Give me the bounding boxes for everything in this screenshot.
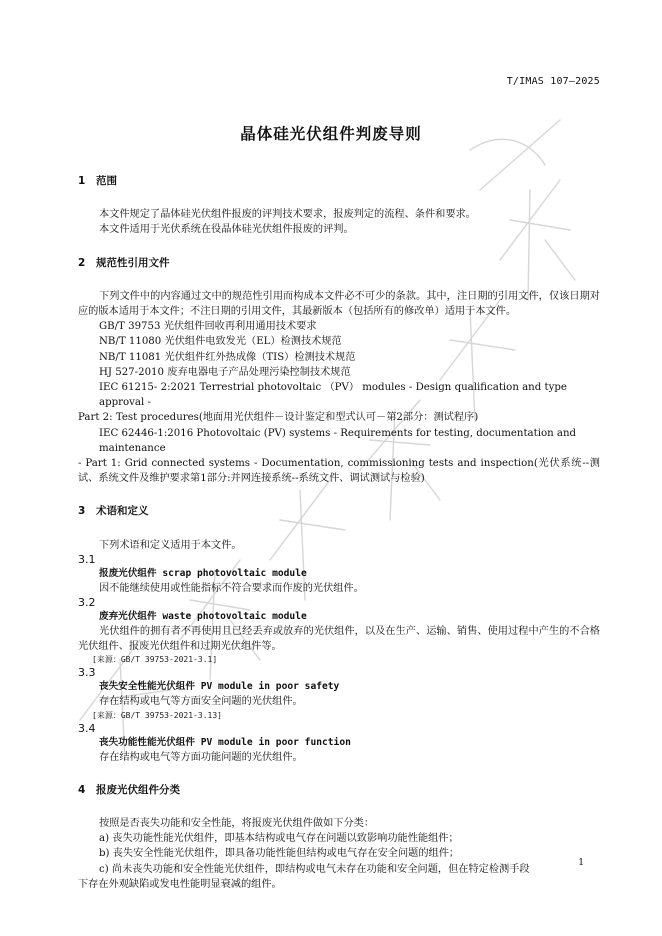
paragraph: 本文件规定了晶体硅光伏组件报废的评判技术要求，报废判定的流程、条件和要求。 (99, 209, 476, 221)
reference-item: NB/T 11081 光伏组件红外热成像（TIS）检测技术规范 (99, 351, 356, 363)
term-definition: 存在结构或电气等方面安全问题的光伏组件。 (99, 696, 303, 708)
term-source: [来源：GB/T 39753-2021-3.1] (92, 655, 218, 665)
term-number: 3.3 (78, 666, 96, 680)
section-number: 1 (78, 175, 86, 187)
document-body (78, 174, 600, 892)
term-definition: 存在结构或电气等方面功能问题的光伏组件。 (99, 751, 303, 763)
term-definition: 因不能继续使用或性能指标不符合要求而作废的光伏组件。 (99, 582, 364, 594)
term-number: 3.4 (78, 721, 96, 735)
section-title: 术语和定义 (96, 505, 149, 518)
paragraph: 下列术语和定义适用于本文件。 (99, 539, 242, 551)
reference-item: HJ 527-2010 废弃电器电子产品处理污染控制技术规范 (99, 366, 351, 378)
term-name: 丧失安全性能光伏组件 PV module in poor safety (99, 681, 340, 693)
reference-item-continuation: - Part 1: Grid connected systems - Documentation, commissioning tests and inspection(光伏系统--测试、系统文件及维护要求第1部分:并网连接系统--系统文件、调试测试与检验) (78, 458, 600, 485)
term-name: 丧失功能性能光伏组件 PV module in poor function (99, 736, 351, 748)
document-title: 晶体硅光伏组件判废导则 (240, 125, 422, 143)
section-title: 范围 (96, 175, 117, 187)
reference-item: NB/T 11080 光伏组件电致发光（EL）检测技术规范 (99, 336, 342, 348)
reference-item-continuation: Part 2: Test procedures(地面用光伏组件－设计鉴定和型式认可－第2部分：测试程序) (78, 412, 479, 424)
section-title: 报废光伏组件分类 (96, 783, 180, 796)
section-number: 2 (78, 256, 86, 269)
list-item: a) 丧失功能性能光伏组件，即基本结构或电气存在问题以致影响功能性能组件； (99, 833, 459, 845)
section-title: 规范性引用文件 (96, 256, 170, 269)
term-source: [来源：GB/T 39753-2021-3.13] (92, 710, 222, 720)
section-number: 4 (78, 783, 86, 796)
list-item: c) 尚未丧失功能和安全性能光伏组件，即结构或电气未存在功能和安全问题，但在特定检测手段 (99, 863, 530, 875)
paragraph: 下列文件中的内容通过文中的规范性引用而构成本文件必不可少的条款。其中，注日期的引用文件，仅该日期对应的版本适用于本文件；不注日期的引用文件，其最新版本（包括所有的修改单）适用于本文件。 (78, 290, 600, 318)
page-number: 1 (578, 858, 584, 868)
term-number: 3.1 (78, 552, 96, 566)
section-heading-4 (78, 783, 600, 798)
paragraph: 本文件适用于光伏系统在役晶体硅光伏组件报废的评判。 (99, 224, 354, 236)
reference-item: IEC 62446-1:2016 Photovoltaic (PV) systems - Requirements for testing, documentation and maintenance (99, 427, 577, 454)
term-name: 废弃光伏组件 waste photovoltaic module (99, 611, 307, 623)
reference-item: IEC 61215- 2:2021 Terrestrial photovoltaic （PV） modules - Design qualification and type approval - (99, 382, 567, 409)
term-number: 3.2 (78, 596, 96, 610)
term-name: 报废光伏组件 scrap photovoltaic module (99, 567, 307, 579)
reference-item: GB/T 39753 光伏组件回收再利用通用技术要求 (99, 321, 317, 333)
section-heading-1 (78, 174, 600, 189)
section-number: 3 (78, 505, 86, 518)
list-item: b) 丧失安全性能光伏组件，即具备功能性能但结构或电气存在安全问题的组件； (99, 848, 460, 860)
list-item-continuation: 下存在外观缺陷或发电性能明显衰减的组件。 (78, 878, 282, 890)
section-heading-2 (78, 256, 600, 271)
term-definition: 光伏组件的拥有者不再使用且已经丢弃或放弃的光伏组件，以及在生产、运输、销售、使用过程中产生的不合格光伏组件、报废光伏组件和过期光伏组件等。 (78, 626, 600, 653)
paragraph: 按照是否丧失功能和安全性能，将报废光伏组件做如下分类： (99, 818, 375, 830)
document-id: T/IMAS 107—2025 (506, 76, 600, 87)
section-heading-3 (78, 504, 600, 519)
